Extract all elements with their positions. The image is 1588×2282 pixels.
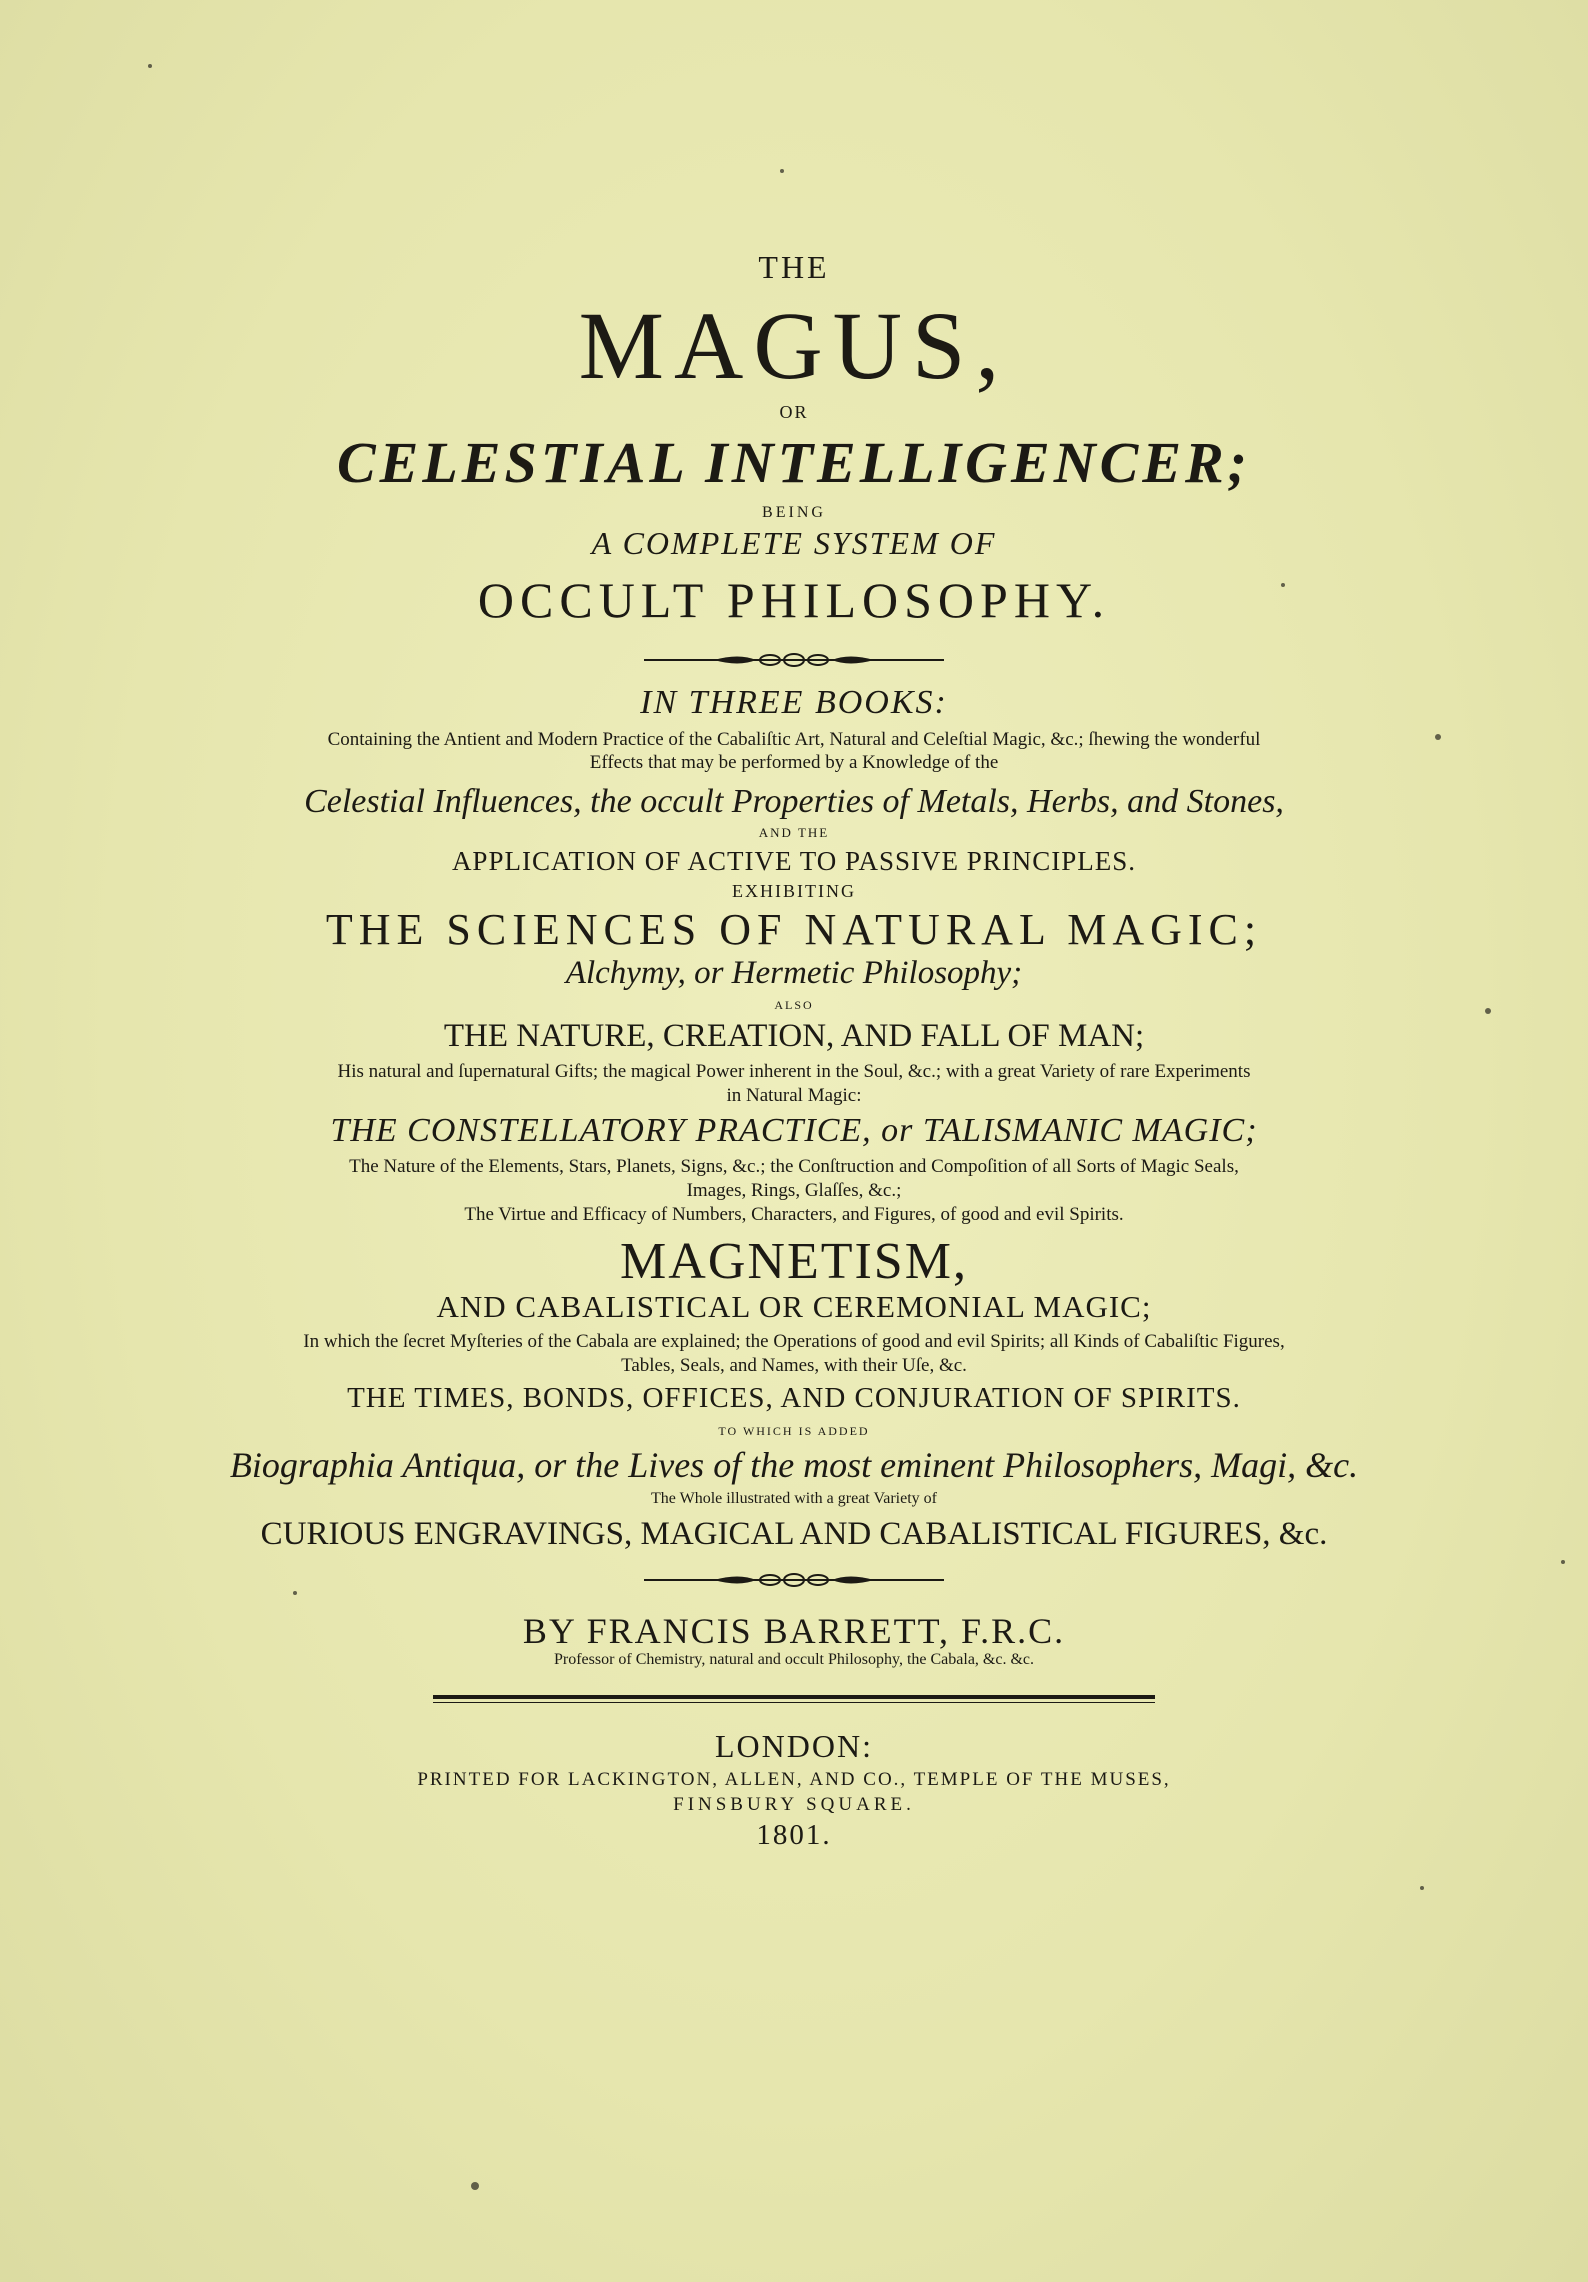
imprint-london: LONDON: [715, 1728, 873, 1765]
text-virtue: The Virtue and Efficacy of Numbers, Characters, and Figures, of good and evil Spirits. [464, 1203, 1124, 1225]
heading-times-bonds: THE TIMES, BONDS, OFFICES, AND CONJURATION OF SPIRITS. [347, 1382, 1241, 1415]
label-also: ALSO [774, 997, 814, 1012]
double-rule [433, 1695, 1155, 1703]
subtitle-occult-philosophy: OCCULT PHILOSOPHY. [477, 572, 1111, 629]
text-secret-mysteries: In which the ſecret Myſteries of the Cabala are explained; the Operations of good and evil Spirits; all Kinds of Cabaliſtic Figures, [303, 1330, 1285, 1352]
text-whole-illustrated: The Whole illustrated with a great Variety of [651, 1489, 937, 1507]
title-the: THE [758, 249, 830, 285]
heading-cabalistical: AND CABALISTICAL OR CEREMONIAL MAGIC; [436, 1288, 1152, 1324]
imprint-year: 1801. [756, 1819, 832, 1852]
text-tables-seals: Tables, Seals, and Names, with their Uſe, &c. [621, 1354, 967, 1376]
label-being: BEING [762, 504, 826, 522]
title-celestial-intelligencer: CELESTIAL INTELLIGENCER; [336, 429, 1252, 495]
heading-magnetism: MAGNETISM, [620, 1232, 968, 1290]
title-magus: MAGUS, [578, 292, 1010, 400]
imprint-printed-for: PRINTED FOR LACKINGTON, ALLEN, AND CO., TEMPLE OF THE MUSES, [417, 1769, 1171, 1791]
text-celestial-influences: Celestial Influences, the occult Properties of Metals, Herbs, and Stones, [304, 783, 1284, 821]
author-title: Professor of Chemistry, natural and occult Philosophy, the Cabala, &c. &c. [553, 1651, 1035, 1669]
title-page [130, 250, 1458, 1852]
ornament-rule-icon [644, 1570, 944, 1590]
heading-curious-engravings: CURIOUS ENGRAVINGS, MAGICAL AND CABALISTICAL FIGURES, &c. [260, 1515, 1328, 1552]
text-images-rings: Images, Rings, Glaſſes, &c.; [686, 1180, 902, 1202]
text-nature-elements: The Nature of the Elements, Stars, Planets, Signs, &c.; the Conſtruction and Compoſition of all Sorts of Magic Seals, [349, 1156, 1239, 1178]
text-in-natural-magic: in Natural Magic: [726, 1085, 862, 1107]
text-biographia: Biographia Antiqua, or the Lives of the most eminent Philosophers, Magi, &c. [229, 1445, 1359, 1486]
heading-sciences: THE SCIENCES OF NATURAL MAGIC; [325, 905, 1263, 955]
label-and-the: AND THE [758, 825, 830, 841]
text-effects: Effects that may be performed by a Knowledge of the [589, 752, 999, 774]
heading-constellatory: THE CONSTELLATORY PRACTICE, or TALISMANIC MAGIC; [330, 1111, 1258, 1149]
text-natural-gifts: His natural and ſupernatural Gifts; the magical Power inherent in the Soul, &c.; with a great Variety of rare Experiments [337, 1061, 1251, 1083]
label-exhibiting: EXHIBITING [732, 881, 856, 902]
text-containing: Containing the Antient and Modern Practice of the Cabaliſtic Art, Natural and Celeſtial Magic, &c.; ſhewing the wonderful [327, 728, 1261, 750]
subtitle-complete-system: A COMPLETE SYSTEM OF [591, 524, 997, 561]
text-alchymy: Alchymy, or Hermetic Philosophy; [565, 954, 1023, 991]
ornament-rule-icon [644, 650, 944, 670]
heading-in-three-books: IN THREE BOOKS: [640, 684, 948, 722]
text-application: APPLICATION OF ACTIVE TO PASSIVE PRINCIPLES. [451, 845, 1137, 876]
label-to-which: TO WHICH IS ADDED [718, 1424, 870, 1439]
imprint-finsbury: FINSBURY SQUARE. [673, 1794, 915, 1816]
heading-nature-of-man: THE NATURE, CREATION, AND FALL OF MAN; [443, 1018, 1145, 1055]
title-or: OR [779, 401, 809, 422]
author-name: BY FRANCIS BARRETT, F.R.C. [522, 1610, 1066, 1651]
